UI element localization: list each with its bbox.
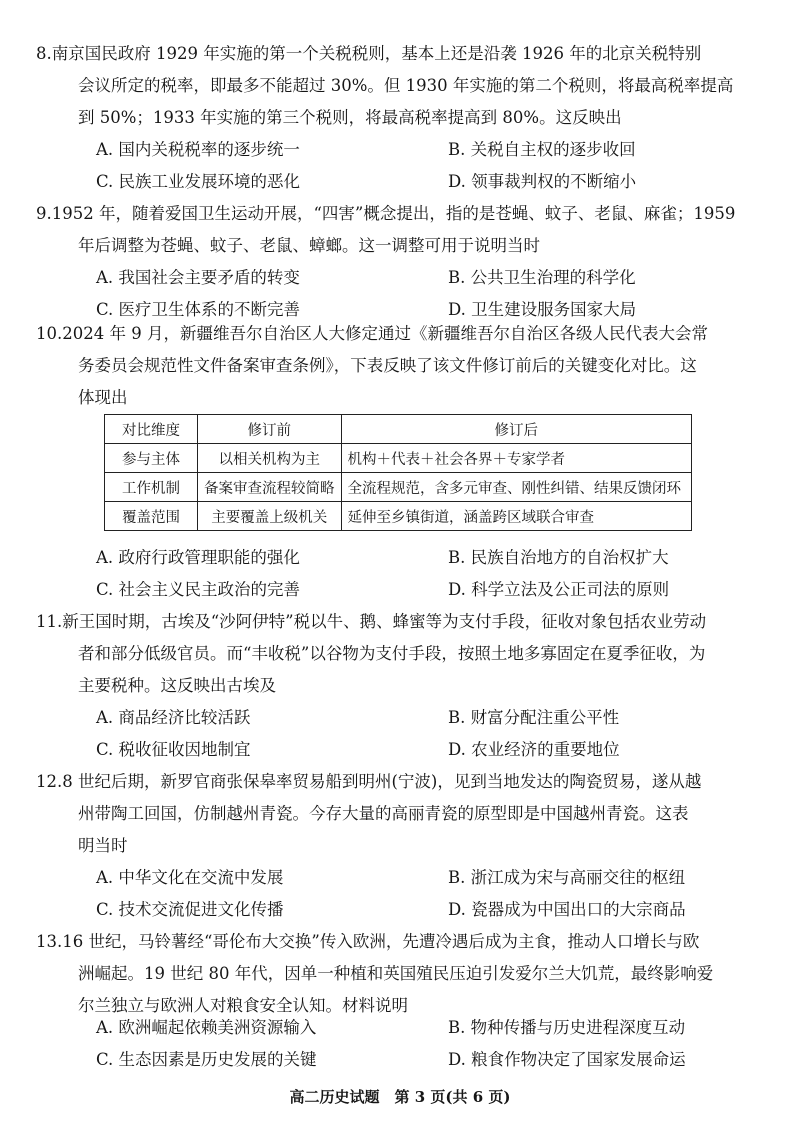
question-12-option-a[interactable]: A. 中华文化在交流中发展 bbox=[96, 868, 284, 887]
question-13-option-a[interactable]: A. 欧洲崛起依赖美洲资源输入 bbox=[96, 1018, 317, 1037]
question-13-option-b[interactable]: B. 物种传播与历史进程深度互动 bbox=[448, 1018, 686, 1037]
question-9-line-2: 年后调整为苍蝇、蚊子、老鼠、蟑螂。这一调整可用于说明当时 bbox=[78, 236, 540, 255]
question-11-option-d[interactable]: D. 农业经济的重要地位 bbox=[448, 740, 620, 759]
question-8-line-2: 会议所定的税率，即最多不能超过 30%。但 1930 年实施的第二个税则，将最高税率提高 bbox=[78, 76, 734, 95]
revision-comparison-table bbox=[104, 414, 692, 531]
table-header-row bbox=[105, 415, 692, 444]
question-9-stem bbox=[36, 198, 756, 262]
question-11-line-1: 11.新王国时期，古埃及“沙阿伊特”税以牛、鹅、蜂蜜等为支付手段，征收对象包括农业劳动 bbox=[36, 612, 707, 631]
question-12-line-2: 州带陶工回国，仿制越州青瓷。今存大量的高丽青瓷的原型即是中国越州青瓷。这表 bbox=[78, 804, 689, 823]
question-8-line-1: 8.南京国民政府 1929 年实施的第一个关税税则，基本上还是沿袭 1926 年的北京关税特别 bbox=[36, 44, 702, 63]
question-10-line-2: 务委员会规范性文件备案审查条例》，下表反映了该文件修订前后的关键变化对比。这 bbox=[78, 356, 697, 375]
question-11-options-row-1 bbox=[96, 702, 776, 734]
table-cell: 参与主体 bbox=[105, 444, 198, 473]
question-13-line-2: 洲崛起。19 世纪 80 年代，因单一种植和英国殖民压迫引发爱尔兰大饥荒，最终影响爱 bbox=[78, 964, 714, 983]
question-8-option-c[interactable]: C. 民族工业发展环境的恶化 bbox=[96, 172, 301, 191]
question-13-options-row-1 bbox=[96, 1012, 776, 1044]
question-12-stem bbox=[36, 766, 756, 862]
question-11-line-3: 主要税种。这反映出古埃及 bbox=[78, 676, 276, 695]
question-12-option-b[interactable]: B. 浙江成为宋与高丽交往的枢纽 bbox=[448, 868, 686, 887]
question-13-option-c[interactable]: C. 生态因素是历史发展的关键 bbox=[96, 1050, 317, 1069]
question-12-line-3: 明当时 bbox=[78, 836, 128, 855]
question-11-option-c[interactable]: C. 税收征收因地制宜 bbox=[96, 740, 251, 759]
question-9-options-row-1 bbox=[96, 262, 776, 294]
question-9-option-b[interactable]: B. 公共卫生治理的科学化 bbox=[448, 268, 636, 287]
table-row bbox=[105, 444, 692, 473]
table-header-dimension: 对比维度 bbox=[105, 415, 198, 444]
question-10-options-row-1 bbox=[96, 542, 776, 574]
question-11-option-b[interactable]: B. 财富分配注重公平性 bbox=[448, 708, 620, 727]
table-cell: 全流程规范，含多元审查、刚性纠错、结果反馈闭环 bbox=[341, 473, 692, 502]
question-12-line-1: 12.8 世纪后期，新罗官商张保皋率贸易船到明州(宁波)，见到当地发达的陶瓷贸易，遂从越 bbox=[36, 772, 702, 791]
question-10-option-c[interactable]: C. 社会主义民主政治的完善 bbox=[96, 580, 301, 599]
table-cell: 延伸至乡镇街道，涵盖跨区域联合审查 bbox=[341, 502, 692, 531]
table-row bbox=[105, 502, 692, 531]
table-row bbox=[105, 473, 692, 502]
question-10-option-a[interactable]: A. 政府行政管理职能的强化 bbox=[96, 548, 300, 567]
table-cell: 备案审查流程较简略 bbox=[198, 473, 342, 502]
question-10-stem bbox=[36, 318, 756, 414]
question-12-options-row-1 bbox=[96, 862, 776, 894]
table-cell: 覆盖范围 bbox=[105, 502, 198, 531]
table-cell: 以相关机构为主 bbox=[198, 444, 342, 473]
question-13-line-1: 13.16 世纪，马铃薯经“哥伦布大交换”传入欧洲，先遭冷遇后成为主食，推动人口增长与欧 bbox=[36, 932, 700, 951]
question-9-option-d[interactable]: D. 卫生建设服务国家大局 bbox=[448, 300, 637, 319]
question-10-options-row-2 bbox=[96, 574, 776, 606]
question-9-line-1: 9.1952 年，随着爱国卫生运动开展，“四害”概念提出，指的是苍蝇、蚊子、老鼠、麻雀；1959 bbox=[36, 204, 736, 223]
question-10-option-b[interactable]: B. 民族自治地方的自治权扩大 bbox=[448, 548, 669, 567]
table-cell: 机构＋代表＋社会各界＋专家学者 bbox=[341, 444, 692, 473]
question-8-stem bbox=[36, 38, 756, 134]
question-13-option-d[interactable]: D. 粮食作物决定了国家发展命运 bbox=[448, 1050, 686, 1069]
question-8-options-row-2 bbox=[96, 166, 776, 198]
question-11-options-row-2 bbox=[96, 734, 776, 766]
question-11-stem bbox=[36, 606, 756, 702]
question-12-option-c[interactable]: C. 技术交流促进文化传播 bbox=[96, 900, 284, 919]
question-11-line-2: 者和部分低级官员。而“丰收税”以谷物为支付手段，按照土地多寡固定在夏季征收，为 bbox=[78, 644, 706, 663]
table-cell: 主要覆盖上级机关 bbox=[198, 502, 342, 531]
question-12-options-row-2 bbox=[96, 894, 776, 926]
question-10-line-1: 10.2024 年 9 月，新疆维吾尔自治区人大修定通过《新疆维吾尔自治区各级人民代表大会常 bbox=[36, 324, 708, 343]
question-13-line-3: 尔兰独立与欧洲人对粮食安全认知。材料说明 bbox=[78, 996, 408, 1015]
table-header-before: 修订前 bbox=[198, 415, 342, 444]
question-12-option-d[interactable]: D. 瓷器成为中国出口的大宗商品 bbox=[448, 900, 686, 919]
question-8-line-3: 到 50%；1933 年实施的第三个税则，将最高税率提高到 80%。这反映出 bbox=[78, 108, 622, 127]
question-8-option-a[interactable]: A. 国内关税税率的逐步统一 bbox=[96, 140, 300, 159]
question-9-option-a[interactable]: A. 我国社会主要矛盾的转变 bbox=[96, 268, 300, 287]
table-header-after: 修订后 bbox=[341, 415, 692, 444]
question-13-stem bbox=[36, 926, 756, 1022]
question-11-option-a[interactable]: A. 商品经济比较活跃 bbox=[96, 708, 251, 727]
question-8-options-row-1 bbox=[96, 134, 776, 166]
question-13-options-row-2 bbox=[96, 1044, 776, 1076]
question-8-option-d[interactable]: D. 领事裁判权的不断缩小 bbox=[448, 172, 637, 191]
question-10-line-3: 体现出 bbox=[78, 388, 128, 407]
question-9-option-c[interactable]: C. 医疗卫生体系的不断完善 bbox=[96, 300, 301, 319]
table-cell: 工作机制 bbox=[105, 473, 198, 502]
question-10-option-d[interactable]: D. 科学立法及公正司法的原则 bbox=[448, 580, 670, 599]
page-footer: 高二历史试题 第 3 页(共 6 页) bbox=[289, 1088, 511, 1106]
question-8-option-b[interactable]: B. 关税自主权的逐步收回 bbox=[448, 140, 636, 159]
